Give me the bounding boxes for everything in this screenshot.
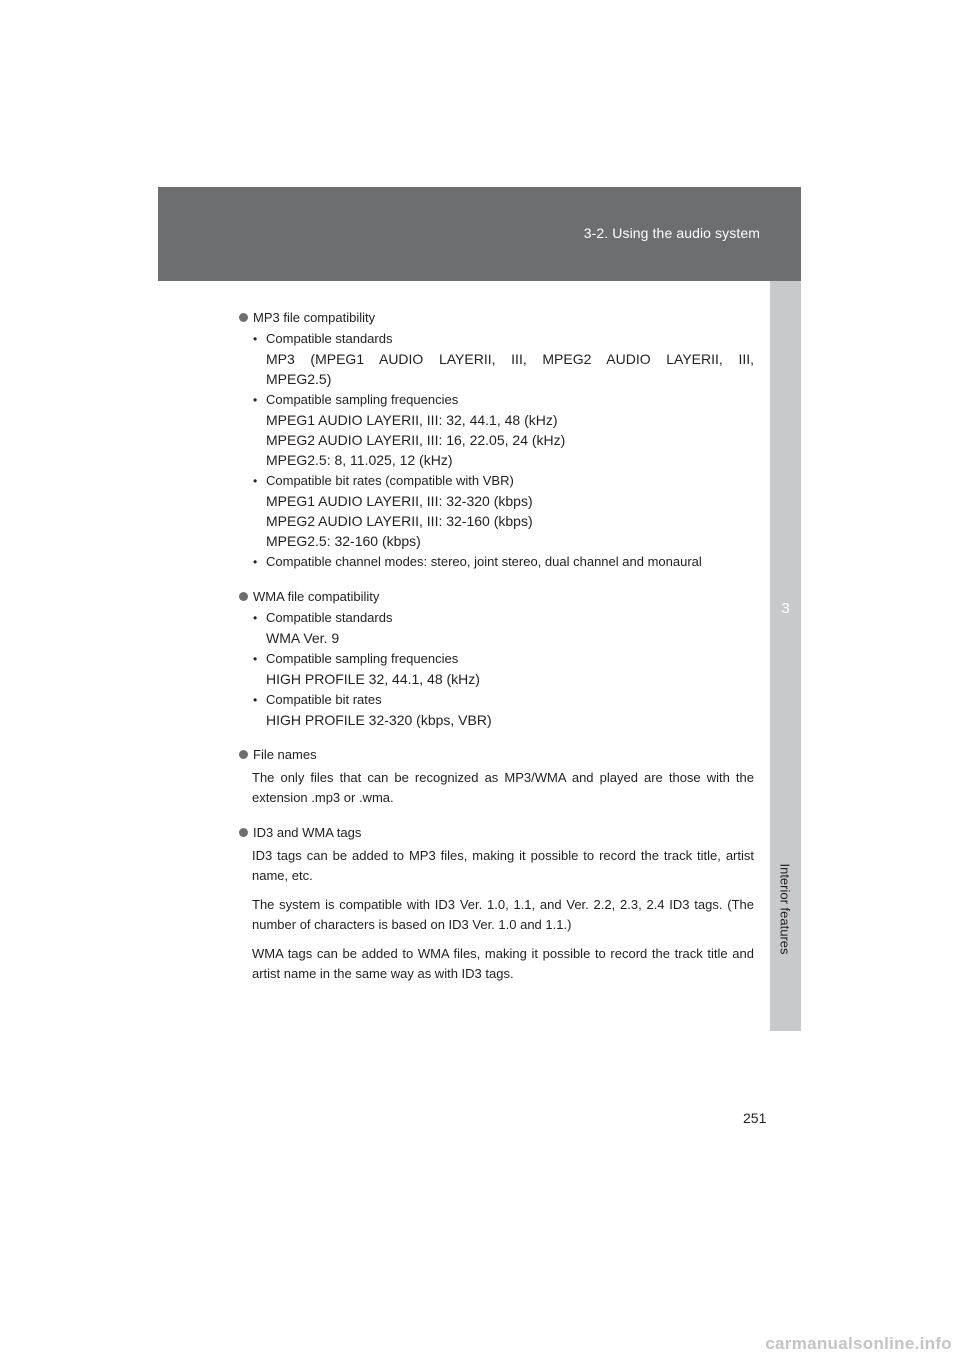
item-label: Compatible standards	[266, 331, 393, 346]
page-content	[239, 307, 754, 984]
item-label: Compatible sampling frequencies	[266, 392, 459, 407]
paragraph: ID3 tags can be added to MP3 files, making it possible to record the track title, artist name, etc.	[252, 848, 754, 883]
item-value: MPEG2.5: 32-160 (kbps)	[266, 533, 421, 549]
item-label: Compatible channel modes: stereo, joint stereo, dual channel and monaural	[266, 554, 702, 569]
section-heading: MP3 file compatibility	[239, 307, 754, 328]
section-header-band	[158, 187, 801, 281]
item-label: Compatible bit rates	[266, 692, 382, 707]
bullet-dot-icon	[239, 592, 248, 601]
item-value: MPEG1 AUDIO LAYERII, III: 32, 44.1, 48 (kHz)	[266, 412, 558, 428]
page-number: 251	[743, 1110, 767, 1126]
item-value: MPEG1 AUDIO LAYERII, III: 32-320 (kbps)	[266, 493, 533, 509]
watermark: carmanualsonline.info	[765, 1334, 952, 1353]
section-file-names	[239, 744, 754, 808]
paragraph: WMA tags can be added to WMA files, making it possible to record the track title and artist name in the same way as with ID3 tags.	[252, 946, 754, 981]
section-title: 3-2. Using the audio system	[583, 225, 760, 241]
chapter-number: 3	[781, 600, 790, 617]
bullet-dot-icon	[239, 313, 248, 322]
list-item: • Compatible standards WMA Ver. 9	[239, 608, 754, 648]
section-heading: WMA file compatibility	[239, 586, 754, 607]
item-label: Compatible standards	[266, 610, 393, 625]
chapter-side-tab	[770, 281, 801, 1031]
paragraph: The only files that can be recognized as MP3/WMA and played are those with the extension .mp3 or .wma.	[252, 770, 754, 805]
item-value: MP3 (MPEG1 AUDIO LAYERII, III, MPEG2 AUDIO LAYERII, III,	[266, 351, 754, 367]
list-item: • Compatible sampling frequencies MPEG1 AUDIO LAYERII, III: 32, 44.1, 48 (kHz) MPEG2 AUDIO LAYERII, III: 16, 22.05, 24 (kHz) MPEG2.5: 8, 11.025, 12 (kHz)	[239, 390, 754, 470]
item-value: HIGH PROFILE 32-320 (kbps, VBR)	[266, 712, 492, 728]
item-value: MPEG2 AUDIO LAYERII, III: 32-160 (kbps)	[266, 513, 533, 529]
list-item: • Compatible bit rates HIGH PROFILE 32-320 (kbps, VBR)	[239, 690, 754, 730]
item-value: MPEG2 AUDIO LAYERII, III: 16, 22.05, 24 (kHz)	[266, 432, 566, 448]
paragraph: The system is compatible with ID3 Ver. 1.0, 1.1, and Ver. 2.2, 2.3, 2.4 ID3 tags. (The number of characters is based on ID3 Ver. 1.0 and 1.1.)	[252, 897, 754, 932]
bullet-dot-icon	[239, 828, 248, 837]
item-value: MPEG2.5)	[266, 371, 332, 387]
list-item: • Compatible sampling frequencies HIGH PROFILE 32, 44.1, 48 (kHz)	[239, 649, 754, 689]
chapter-label: Interior features	[777, 863, 793, 955]
item-label: Compatible bit rates (compatible with VBR)	[266, 473, 514, 488]
list-item: • Compatible standards MP3 (MPEG1 AUDIO LAYERII, III, MPEG2 AUDIO LAYERII, III, MPEG2.5)	[253, 331, 754, 387]
list-item: • Compatible channel modes: stereo, joint stereo, dual channel and monaural	[239, 552, 754, 572]
item-value: MPEG2.5: 8, 11.025, 12 (kHz)	[266, 452, 453, 468]
item-value: WMA Ver. 9	[266, 630, 340, 646]
section-mp3-compatibility	[239, 307, 754, 572]
section-wma-compatibility	[239, 586, 754, 730]
item-value: HIGH PROFILE 32, 44.1, 48 (kHz)	[266, 671, 480, 687]
section-heading: File names	[239, 744, 754, 765]
item-label: Compatible sampling frequencies	[266, 651, 459, 666]
list-item: • Compatible bit rates (compatible with VBR) MPEG1 AUDIO LAYERII, III: 32-320 (kbps) MPEG2 AUDIO LAYERII, III: 32-160 (kbps) MPEG2.5: 32-160 (kbps)	[239, 471, 754, 551]
bullet-dot-icon	[239, 750, 248, 759]
section-heading: ID3 and WMA tags	[239, 822, 754, 843]
section-id3-wma-tags	[239, 822, 754, 984]
